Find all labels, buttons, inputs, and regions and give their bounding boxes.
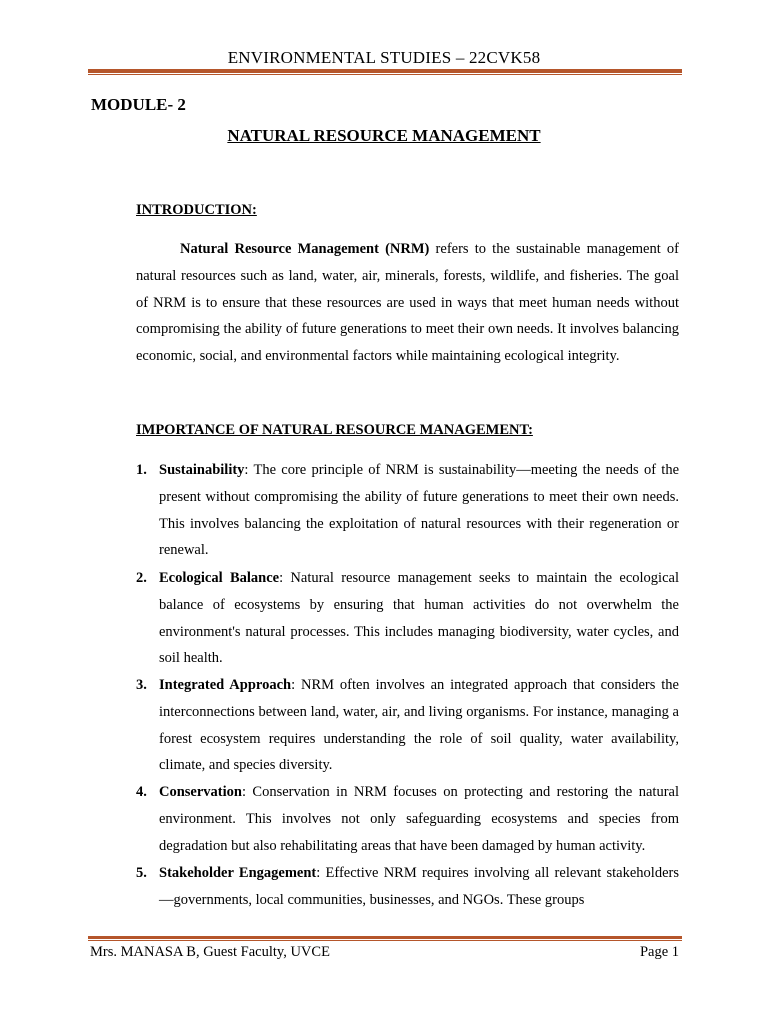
introduction-term: Natural Resource Management (NRM) [180,241,430,257]
list-item-number: 5. [136,865,147,881]
introduction-heading: INTRODUCTION: [136,202,257,218]
list-item-number: 1. [136,462,147,478]
footer-divider-thin [88,940,682,941]
list-item-number: 2. [136,570,147,586]
list-item-text: : NRM often involves an integrated approach that considers the interconnections between land, water, air, and living organisms. For instance, managing a forest ecosystem requires understanding the role of soil quality, water availability, climate, and species diversity. [159,677,679,774]
list-item-conservation [136,779,679,859]
module-label: MODULE- 2 [91,95,186,114]
list-item-text: : Natural resource management seeks to maintain the ecological balance of ecosystems by ensuring that human activities do not overwhelm the environment's natural processes. This includes managing biodiversity, water cycles, and soil health. [159,570,679,667]
list-item-stakeholder-engagement [136,860,679,914]
header-divider-thick [88,69,682,73]
list-item-integrated-approach [136,672,679,779]
list-item-term: Stakeholder Engagement [159,865,317,881]
list-item-body [159,457,679,564]
list-item-text: : Conservation in NRM focuses on protecting and restoring the natural environment. This involves not only safeguarding ecosystems and species from degradation but also rehabilitating areas that have been damaged by human activity. [159,784,679,854]
list-item-term: Ecological Balance [159,570,280,586]
footer-divider-thick [88,936,682,939]
list-item-text: : The core principle of NRM is sustainability—meeting the needs of the present without compromising the ability of future generations to meet their own needs. This involves balancing the exploitation of natural resources with their regeneration or renewal. [159,462,679,559]
list-item-ecological-balance [136,565,679,672]
list-item-body [159,860,679,914]
list-item-body [159,779,679,859]
list-item-text: : Effective NRM requires involving all relevant stakeholders—governments, local communities, businesses, and NGOs. These groups [159,865,679,908]
list-item-number: 3. [136,677,147,693]
introduction-text: refers to the sustainable management of natural resources such as land, water, air, minerals, forests, wildlife, and fisheries. The goal of NRM is to ensure that these resources are used in ways that meet human needs without compromising the ability of future generations to meet their own needs. It involves balancing economic, social, and environmental factors while maintaining ecological integrity. [136,241,679,365]
importance-heading: IMPORTANCE OF NATURAL RESOURCE MANAGEMENT: [136,422,533,438]
footer-author: Mrs. MANASA B, Guest Faculty, UVCE [90,944,330,960]
page-number: Page 1 [639,944,679,960]
list-item-term: Integrated Approach [159,677,292,693]
list-item-sustainability [136,457,679,564]
introduction-paragraph [136,236,679,370]
list-item-term: Sustainability [159,462,245,478]
list-item-body [159,565,679,672]
page-title: NATURAL RESOURCE MANAGEMENT [227,126,541,145]
list-item-body [159,672,679,779]
list-item-term: Conservation [159,784,242,800]
page-header: ENVIRONMENTAL STUDIES – 22CVK58 [227,48,541,67]
list-item-number: 4. [136,784,147,800]
header-divider-thin [88,74,682,75]
